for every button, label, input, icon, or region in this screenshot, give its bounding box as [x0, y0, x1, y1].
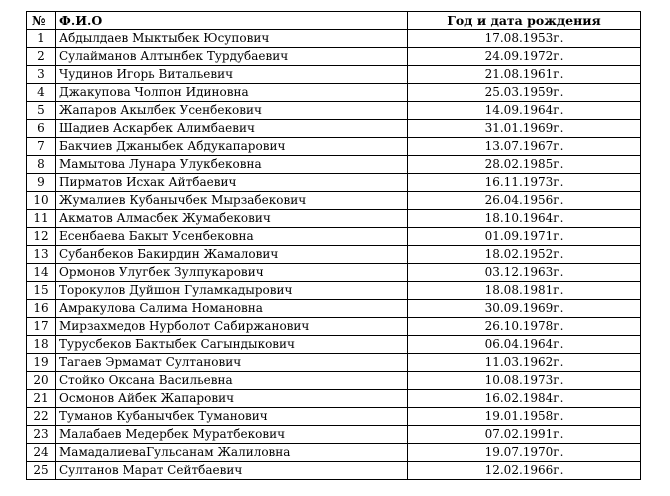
row-full-name: Чудинов Игорь Витальевич [56, 66, 408, 84]
row-number: 21 [27, 390, 56, 408]
row-full-name: Амракулова Салима Номановна [56, 300, 408, 318]
header-full-name: Ф.И.О [56, 12, 408, 30]
row-full-name: Жапаров Акылбек Усенбекович [56, 102, 408, 120]
row-birth-date: 26.04.1956г. [408, 192, 641, 210]
row-full-name: Шадиев Аскарбек Алимбаевич [56, 120, 408, 138]
row-full-name: Стойко Оксана Васильевна [56, 372, 408, 390]
row-number: 11 [27, 210, 56, 228]
row-full-name: Мирзахмедов Нурболот Сабиржанович [56, 318, 408, 336]
row-number: 6 [27, 120, 56, 138]
row-full-name: Акматов Алмасбек Жумабекович [56, 210, 408, 228]
row-number: 20 [27, 372, 56, 390]
row-birth-date: 06.04.1964г. [408, 336, 641, 354]
row-number: 25 [27, 462, 56, 480]
row-full-name: Пирматов Исхак Айтбаевич [56, 174, 408, 192]
table-row [27, 30, 641, 48]
row-birth-date: 12.02.1966г. [408, 462, 641, 480]
row-number: 19 [27, 354, 56, 372]
row-number: 24 [27, 444, 56, 462]
row-birth-date: 24.09.1972г. [408, 48, 641, 66]
row-birth-date: 21.08.1961г. [408, 66, 641, 84]
row-number: 1 [27, 30, 56, 48]
table-row [27, 426, 641, 444]
row-birth-date: 28.02.1985г. [408, 156, 641, 174]
row-full-name: Ормонов Улугбек Зулпукарович [56, 264, 408, 282]
row-full-name: Турусбеков Бактыбек Сагындыкович [56, 336, 408, 354]
table-row [27, 102, 641, 120]
row-birth-date: 01.09.1971г. [408, 228, 641, 246]
row-full-name: Джакупова Чолпон Идиновна [56, 84, 408, 102]
row-birth-date: 10.08.1973г. [408, 372, 641, 390]
table-row [27, 318, 641, 336]
table-row [27, 264, 641, 282]
row-birth-date: 18.08.1981г. [408, 282, 641, 300]
row-number: 18 [27, 336, 56, 354]
header-number: № [27, 12, 56, 30]
row-number: 15 [27, 282, 56, 300]
row-birth-date: 18.02.1952г. [408, 246, 641, 264]
row-number: 2 [27, 48, 56, 66]
row-full-name: Туманов Кубанычбек Туманович [56, 408, 408, 426]
row-birth-date: 16.02.1984г. [408, 390, 641, 408]
row-birth-date: 30.09.1969г. [408, 300, 641, 318]
table-row [27, 354, 641, 372]
table-row [27, 138, 641, 156]
table-row [27, 282, 641, 300]
table-row [27, 228, 641, 246]
row-birth-date: 11.03.1962г. [408, 354, 641, 372]
row-birth-date: 13.07.1967г. [408, 138, 641, 156]
row-birth-date: 07.02.1991г. [408, 426, 641, 444]
row-number: 7 [27, 138, 56, 156]
row-birth-date: 26.10.1978г. [408, 318, 641, 336]
table-body [27, 30, 641, 480]
row-full-name: Торокулов Дуйшон Гуламкадырович [56, 282, 408, 300]
row-full-name: Мамытова Лунара Улукбековна [56, 156, 408, 174]
row-full-name: Есенбаева Бакыт Усенбековна [56, 228, 408, 246]
row-full-name: Сулайманов Алтынбек Турдубаевич [56, 48, 408, 66]
row-full-name: МамадалиеваГульсанам Жалиловна [56, 444, 408, 462]
table-row [27, 84, 641, 102]
row-birth-date: 14.09.1964г. [408, 102, 641, 120]
table-row [27, 246, 641, 264]
row-full-name: Субанбеков Бакирдин Жамалович [56, 246, 408, 264]
table-row [27, 120, 641, 138]
table-row [27, 390, 641, 408]
table-row [27, 300, 641, 318]
row-number: 12 [27, 228, 56, 246]
row-birth-date: 25.03.1959г. [408, 84, 641, 102]
table-row [27, 444, 641, 462]
row-full-name: Осмонов Айбек Жапарович [56, 390, 408, 408]
row-birth-date: 03.12.1963г. [408, 264, 641, 282]
row-full-name: Малабаев Медербек Муратбекович [56, 426, 408, 444]
row-number: 10 [27, 192, 56, 210]
table-row [27, 462, 641, 480]
table-row [27, 48, 641, 66]
row-full-name: Тагаев Эрмамат Султанович [56, 354, 408, 372]
row-number: 22 [27, 408, 56, 426]
row-number: 13 [27, 246, 56, 264]
table-row [27, 66, 641, 84]
row-birth-date: 31.01.1969г. [408, 120, 641, 138]
row-full-name: Бакчиев Джаныбек Абдукапарович [56, 138, 408, 156]
table-row [27, 210, 641, 228]
row-number: 23 [27, 426, 56, 444]
row-full-name: Жумалиев Кубанычбек Мырзабекович [56, 192, 408, 210]
table-header-row [27, 12, 641, 30]
row-number: 8 [27, 156, 56, 174]
row-full-name: Султанов Марат Сейтбаевич [56, 462, 408, 480]
row-birth-date: 19.07.1970г. [408, 444, 641, 462]
document-page [26, 11, 640, 480]
row-birth-date: 17.08.1953г. [408, 30, 641, 48]
row-number: 17 [27, 318, 56, 336]
table-row [27, 192, 641, 210]
row-birth-date: 16.11.1973г. [408, 174, 641, 192]
row-number: 5 [27, 102, 56, 120]
row-number: 3 [27, 66, 56, 84]
people-table [26, 11, 641, 480]
row-number: 14 [27, 264, 56, 282]
row-full-name: Абдылдаев Мыктыбек Юсупович [56, 30, 408, 48]
table-row [27, 408, 641, 426]
row-birth-date: 19.01.1958г. [408, 408, 641, 426]
table-row [27, 336, 641, 354]
header-birth-date: Год и дата рождения [408, 12, 641, 30]
row-number: 4 [27, 84, 56, 102]
row-number: 16 [27, 300, 56, 318]
table-row [27, 174, 641, 192]
row-number: 9 [27, 174, 56, 192]
table-row [27, 156, 641, 174]
table-row [27, 372, 641, 390]
row-birth-date: 18.10.1964г. [408, 210, 641, 228]
